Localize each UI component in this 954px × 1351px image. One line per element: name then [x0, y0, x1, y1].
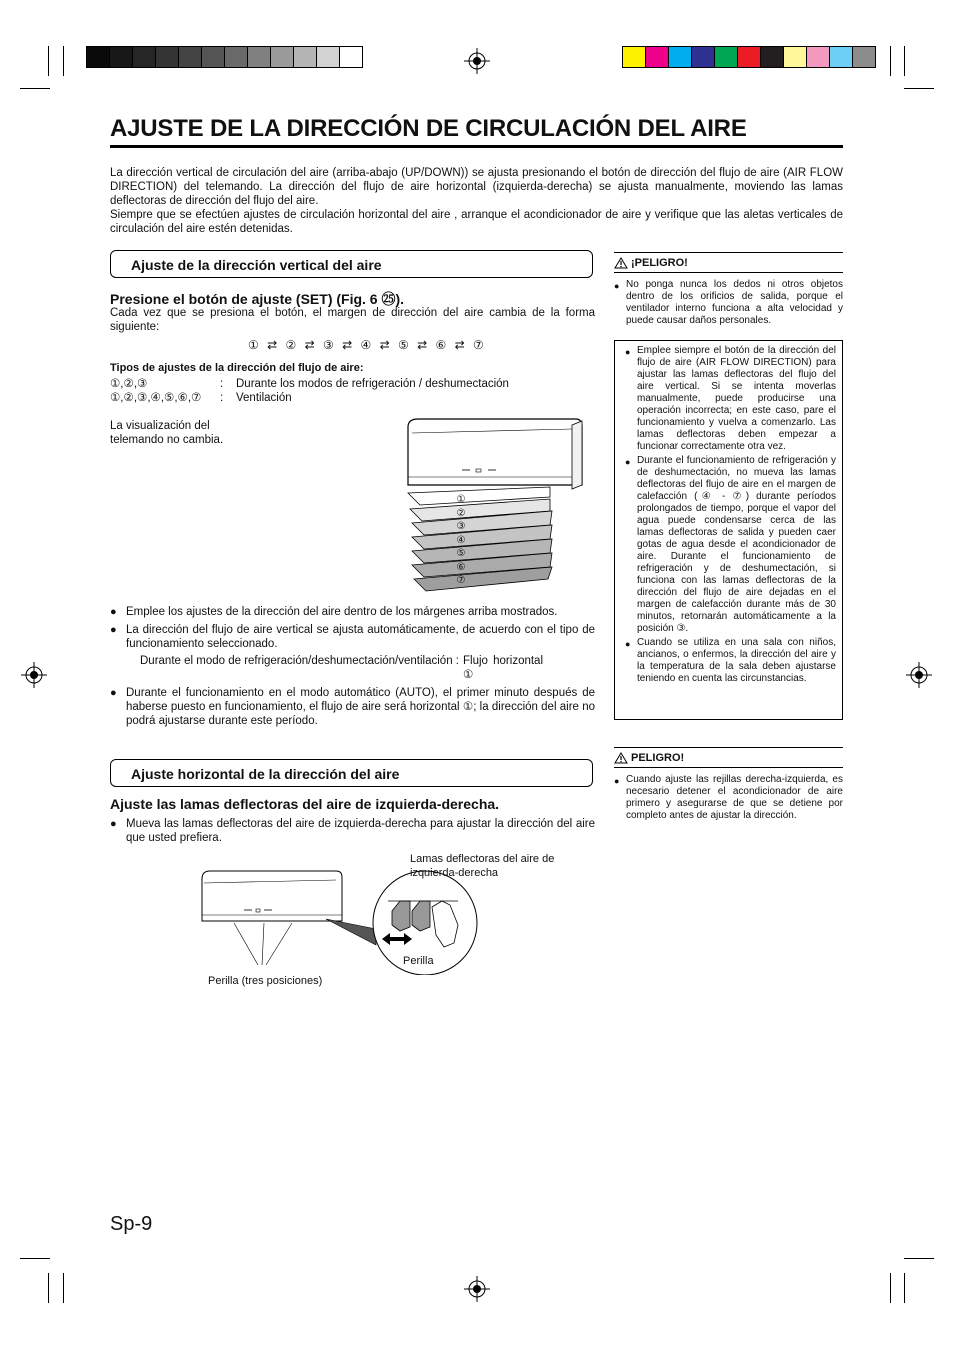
page-title: AJUSTE DE LA DIRECCIÓN DE CIRCULACIÓN DEL AIRE	[110, 115, 843, 148]
gray-swatch	[156, 47, 179, 67]
horizontal-section-heading: Ajuste horizontal de la dirección del aire	[110, 759, 593, 787]
sequence-arrow: ⇄	[412, 338, 433, 352]
label-knob: Perilla	[403, 955, 434, 967]
figure-label: ⑦	[456, 575, 466, 586]
list-item	[110, 623, 595, 682]
color-swatch	[830, 47, 853, 67]
color-swatch	[669, 47, 692, 67]
type-row	[110, 377, 595, 391]
list-item: ● Durante el funcionamiento de refrigeración y de deshumectación, no mueva las lamas deflectoras del flujo de aire en el margen de calefacción (④ - ⑦) durante períodos prolongados de tiempo, porque el vapor del agua puede condensarse cerca de las lamas deflectoras de salida y pueden caer gotas de agua desde el acondicionador de aire. Durante el funcionamiento de refrigeración y de deshumectación, si funciona con las lamas deflectoras de la dirección del flujo de aire dejadas en el margen de calefacción durante más de 30 minutos, retornarán automáticamente a la posición ③.	[625, 455, 836, 635]
sequence-position: ④	[360, 338, 373, 352]
danger-box-2	[614, 747, 843, 824]
sequence-position: ①	[248, 338, 260, 352]
page-number: Sp-9	[110, 1213, 153, 1235]
type-positions: ①,②,③	[110, 378, 148, 390]
color-swatch	[692, 47, 715, 67]
vertical-description: Cada vez que se presiona el botón, el margen de dirección del aire cambia de la forma siguiente:	[110, 307, 595, 333]
type-row	[110, 391, 595, 405]
types-table	[110, 377, 595, 405]
label-louvers: Lamas deflectoras del aire de izquierda-derecha	[410, 853, 555, 879]
registration-mark-bottom	[464, 1276, 490, 1302]
mode-line-value: Flujo horizontal ①	[463, 655, 543, 681]
gray-swatch	[340, 47, 362, 67]
figure-label: ④	[456, 534, 466, 546]
type-sep: :	[220, 378, 224, 390]
label-knob-positions: Perilla (tres posiciones)	[208, 975, 323, 987]
gray-swatch	[202, 47, 225, 67]
mode-line-label: Durante el modo de refrigeración/deshumectación/ventilación :	[140, 655, 459, 667]
danger-title-1	[614, 252, 843, 273]
gray-swatch	[179, 47, 202, 67]
color-swatch	[646, 47, 669, 67]
list-item: ● Emplee los ajustes de la dirección del aire dentro de los márgenes arriba mostrados.	[110, 605, 595, 619]
figure-label: ②	[456, 507, 466, 519]
danger-text-1	[614, 279, 843, 327]
gray-swatch	[110, 47, 133, 67]
gray-swatch	[133, 47, 156, 67]
list-item: ● Cuando se utiliza en una sala con niños, ancianos, o enfermos, la dirección del aire y la temperatura de la sala deben ajustarse teniendo en cuenta las circunstancias.	[625, 637, 836, 685]
sequence-position: ②	[285, 338, 298, 352]
registration-mark-right	[906, 662, 932, 688]
list-item: ● Cuando ajuste las rejillas derecha-izquierda, es necesario detener el acondicionador de aire primero y asegurarse de que se detiene por completo antes de ajustar la dirección.	[614, 774, 843, 822]
intro-paragraph-2: Siempre que se efectúen ajustes de circulación horizontal del aire , arranque el acondicionador de aire y verifique que las aletas verticales de circulación del aire estén detenidas.	[110, 209, 843, 235]
color-swatch	[715, 47, 738, 67]
gray-swatch	[87, 47, 110, 67]
sequence-position: ③	[323, 338, 335, 352]
warning-icon	[614, 752, 628, 764]
list-item: ● Durante el funcionamiento en el modo automático (AUTO), el primer minuto después de haberse puesto en funcionamiento, el flujo de aire será horizontal ①; la dirección del aire no podrá ajustarse durante este período.	[110, 686, 595, 728]
danger-title-text-1: ¡PELIGRO!	[631, 257, 688, 269]
sequence-arrow: ⇄	[300, 338, 320, 352]
figure-label: ⑥	[456, 561, 466, 573]
list-item: ● No ponga nunca los dedos ni otros objetos dentro de los orificios de salida, porque el ventilador interno funciona a alta velocidad y puede causar daños personales.	[614, 279, 843, 327]
gray-swatch	[294, 47, 317, 67]
sequence-position: ⑤	[398, 338, 410, 352]
sequence-arrow: ⇄	[450, 338, 470, 352]
gray-swatch	[317, 47, 340, 67]
vertical-subheading: Presione el botón de ajuste (SET) (Fig. 6 ㉕).	[110, 291, 405, 307]
type-mode: Durante los modos de refrigeración / deshumectación	[236, 378, 509, 390]
vertical-louver-illustration	[400, 415, 590, 595]
intro-paragraph-1: La dirección vertical de circulación del aire (arriba-abajo (UP/DOWN)) se ajusta presionando el botón de dirección del flujo de aire (AIR FLOW DIRECTION) del telemando. La dirección del flujo de aire horizontal (izquierda-derecha) se ajusta manualmente, moviendo las lamas deflectoras de dirección del flujo del aire.	[110, 167, 843, 207]
types-title: Tipos de ajustes de la dirección del flujo de aire:	[110, 362, 364, 374]
vertical-section-heading: Ajuste de la dirección vertical del aire	[110, 250, 593, 278]
gray-swatch	[225, 47, 248, 67]
color-swatch	[738, 47, 761, 67]
remote-note: La visualización del telemando no cambia.	[110, 420, 224, 446]
figure-label: ⑤	[456, 548, 466, 559]
warning-icon	[614, 257, 628, 269]
color-swatch	[623, 47, 646, 67]
type-mode: Ventilación	[236, 392, 292, 404]
mode-line	[140, 654, 595, 682]
sequence-position: ⑥	[435, 338, 448, 352]
color-swatch	[807, 47, 830, 67]
color-swatch	[853, 47, 875, 67]
horizontal-bullets	[110, 817, 595, 849]
danger-text-2	[614, 774, 843, 822]
danger-title-2	[614, 747, 843, 768]
horizontal-subheading: Ajuste las lamas deflectoras del aire de izquierda-derecha.	[110, 796, 500, 812]
gray-swatch	[248, 47, 271, 67]
list-item: ● Mueva las lamas deflectoras del aire de izquierda-derecha para ajustar la dirección del aire que usted prefiera.	[110, 817, 595, 845]
registration-mark-left	[21, 662, 47, 688]
color-swatch	[784, 47, 807, 67]
intro-text	[110, 166, 843, 236]
type-positions: ①,②,③,④,⑤,⑥,⑦	[110, 392, 202, 404]
figure-position-labels	[454, 493, 468, 588]
vertical-bullets	[110, 605, 595, 732]
gray-swatch	[271, 47, 294, 67]
color-swatch	[761, 47, 784, 67]
list-item: ● Emplee siempre el botón de la dirección del flujo de aire (AIR FLOW DIRECTION) para ajustar las lamas deflectoras del flujo del aire vertical. Si se intenta moverlas manualmente, puede producirse una operación incorrecta; en este caso, pare el funcionamiento y vuelva a comenzarlo. Las lamas deflectoras deben empezar a funcionar correctamente otra vez.	[625, 345, 836, 453]
danger-box-1	[614, 252, 843, 329]
figure-label: ①	[456, 494, 466, 505]
danger-title-text-2: PELIGRO!	[631, 752, 685, 764]
sequence-arrow: ⇄	[375, 338, 395, 352]
notice-box	[614, 340, 843, 720]
color-calibration-bar	[622, 46, 876, 68]
list-item-text: La dirección del flujo de aire vertical se ajusta automáticamente, de acuerdo con el tipo de funcionamiento seleccionado.	[126, 624, 595, 650]
registration-mark-top	[464, 48, 490, 74]
sequence-arrow: ⇄	[337, 338, 358, 352]
figure-label: ③	[456, 521, 466, 532]
type-sep: :	[220, 392, 224, 404]
sequence-arrow: ⇄	[262, 338, 283, 352]
position-sequence	[248, 338, 485, 352]
sequence-position: ⑦	[473, 338, 485, 352]
gray-calibration-bar	[86, 46, 363, 68]
horizontal-louver-illustration	[196, 865, 486, 975]
